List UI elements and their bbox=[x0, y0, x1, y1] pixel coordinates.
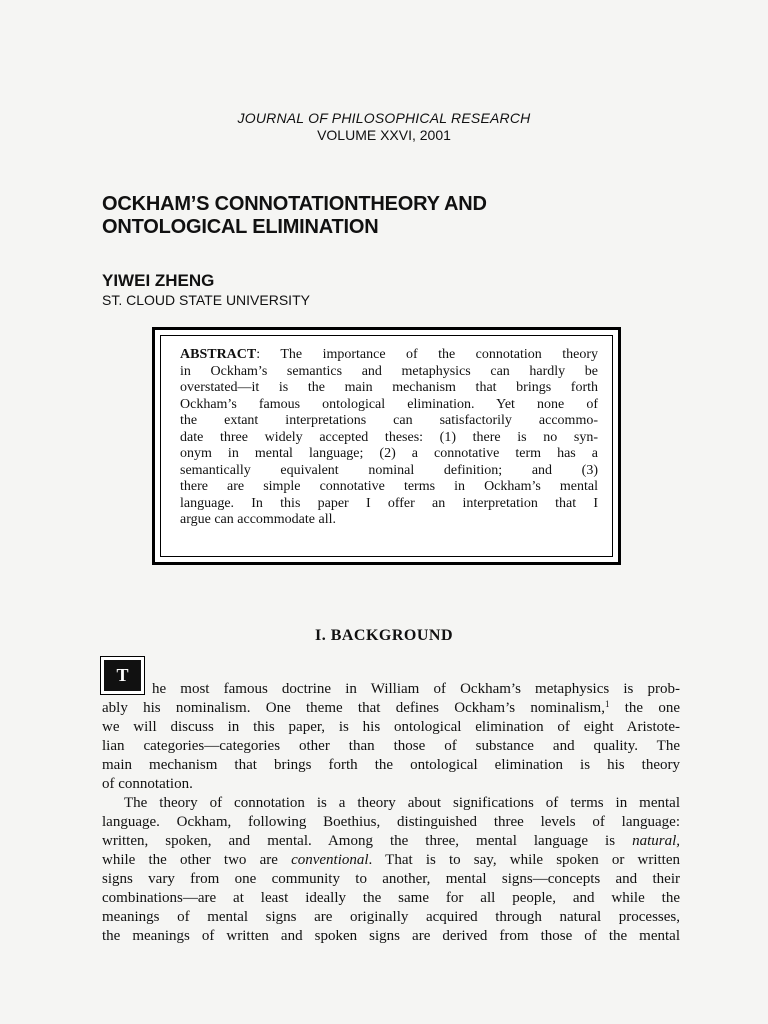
abstract-line: Ockham’s famous ontological elimination. Yet none of bbox=[180, 396, 598, 412]
abstract-inner-border bbox=[160, 335, 613, 557]
journal-name: JOURNAL OF PHILOSOPHICAL RESEARCH bbox=[237, 110, 531, 126]
body-text bbox=[102, 680, 680, 946]
body-line: of connotation. bbox=[102, 776, 193, 792]
abstract-line: language. In this paper I offer an interpretation that I bbox=[180, 495, 598, 511]
body-line: combinations—are at least ideally the same for all people, and while the bbox=[102, 890, 680, 906]
abstract-line: date three widely accepted theses: (1) there is no syn- bbox=[180, 429, 598, 445]
footnote-marker[interactable]: 1 bbox=[604, 699, 610, 709]
abstract-text bbox=[180, 347, 598, 529]
journal-volume: VOLUME XXVI, 2001 bbox=[317, 127, 451, 143]
abstract-line: there are simple connotative terms in Ockham’s mental bbox=[180, 479, 598, 494]
body-line: we will discuss in this paper, is his ontological elimination of eight Aristote- bbox=[102, 719, 680, 735]
body-line: ably his nominalism. One theme that defines Ockham’s nominalism,$^1$ the one bbox=[102, 699, 681, 716]
body-line: signs vary from one community to another, mental signs—concepts and their bbox=[102, 871, 680, 887]
body-line: The theory of connotation is a theory about significations of terms in mental bbox=[124, 795, 680, 811]
body-line: the meanings of written and spoken signs are derived from those of the mental bbox=[102, 928, 680, 944]
abstract-line: the extant interpretations can satisfactorily accommo- bbox=[180, 413, 598, 428]
abstract-line: overstated—it is the main mechanism that brings forth bbox=[180, 380, 598, 395]
author-affiliation: ST. CLOUD STATE UNIVERSITY bbox=[102, 292, 310, 308]
abstract-label: ABSTRACT bbox=[180, 347, 257, 362]
emphasis-natural: natural, bbox=[632, 833, 680, 849]
article-title bbox=[102, 193, 662, 239]
body-line: meanings of mental signs are originally acquired through natural processes, bbox=[102, 909, 680, 925]
body-line: main mechanism that brings forth the ontological elimination is his theory bbox=[102, 757, 680, 773]
abstract-box bbox=[152, 327, 621, 565]
body-line: language. Ockham, following Boethius, distinguished three levels of language: bbox=[102, 814, 680, 830]
author-name: YIWEI ZHENG bbox=[102, 271, 215, 290]
abstract-line: ABSTRACT: The importance of the connotation theory bbox=[180, 347, 598, 362]
section-heading: I. BACKGROUND bbox=[314, 627, 454, 644]
title-line-2: ONTOLOGICAL ELIMINATION bbox=[102, 216, 379, 238]
dropcap-letter: T bbox=[104, 660, 141, 691]
body-first-line: he most famous doctrine in William of Ockham’s metaphysics is prob- bbox=[152, 681, 680, 697]
body-line: written, spoken, and mental. Among the three, mental language is natural, bbox=[102, 833, 680, 849]
abstract-line: in Ockham’s semantics and metaphysics can hardly be bbox=[180, 363, 598, 379]
abstract-line: semantically equivalent nominal definition; and (3) bbox=[180, 462, 598, 478]
abstract-line: onym in mental language; (2) a connotative term has a bbox=[180, 446, 598, 461]
body-line: lian categories—categories other than those of substance and quality. The bbox=[102, 738, 680, 754]
emphasis-conventional: conventional bbox=[291, 852, 369, 868]
abstract-line: argue can accommodate all. bbox=[180, 512, 336, 527]
body-line: while the other two are conventional. That is to say, while spoken or written bbox=[102, 852, 681, 868]
title-line-1: OCKHAM’S CONNOTATIONTHEORY AND bbox=[102, 193, 487, 215]
